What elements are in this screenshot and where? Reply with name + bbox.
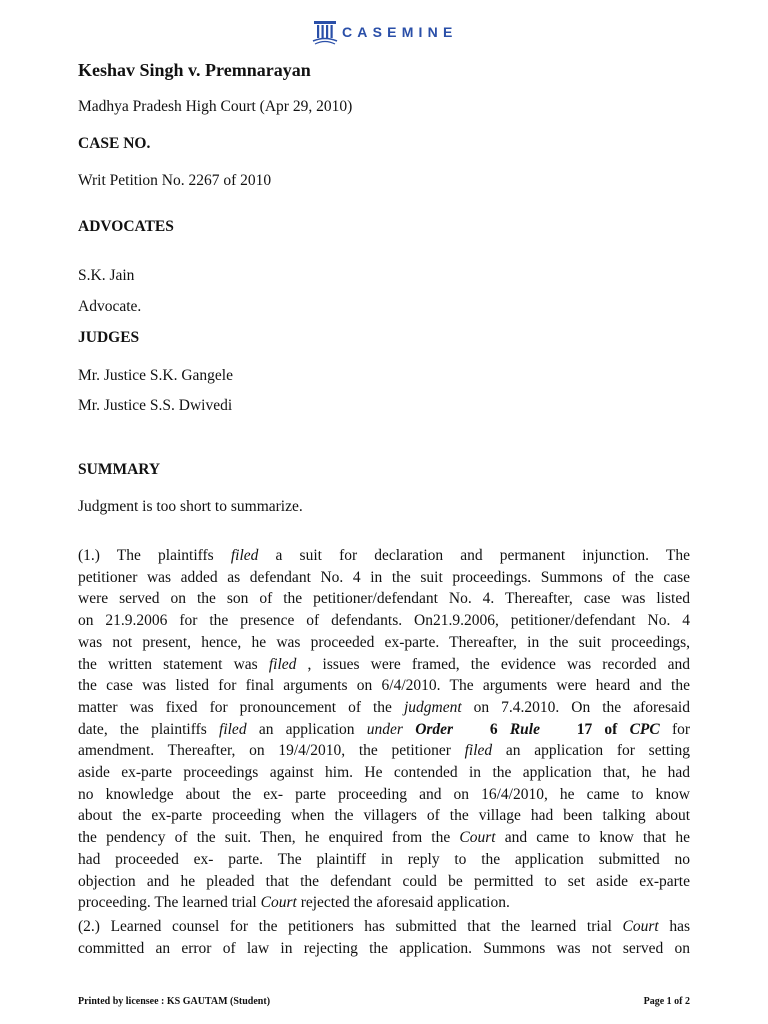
court-link[interactable]: Court: [260, 894, 297, 912]
filed-emphasis: filed: [219, 720, 247, 738]
judge-2: Mr. Justice S.S. Dwivedi: [78, 397, 233, 414]
p1-line-9: date, the plaintiffs filed an application under Order 6 Rule 17 of CPC for: [78, 720, 691, 738]
case-no-heading: CASE NO.: [78, 135, 151, 152]
p1-line-5: was not present, hence, he was proceeded ex-parte. Thereafter, in the suit proceedings,: [78, 633, 690, 651]
p1-line-12: no knowledge about the ex- parte proceeding and on 16/4/2010, he came to know: [78, 785, 690, 803]
p1-line-2: petitioner was added as defendant No. 4 in the suit proceedings. Summons of the case: [78, 568, 690, 586]
advocate-name: S.K. Jain: [78, 267, 135, 284]
p1-line-13: about the ex-parte proceeding when the villagers of the village had been talking about: [78, 807, 690, 825]
brand-name: CASEMINE: [342, 24, 458, 40]
p2-line-1: (2.) Learned counsel for the petitioners has submitted that the learned trial Court has: [78, 918, 691, 935]
p1-line-6: the written statement was filed , issues were framed, the evidence was recorded and: [78, 655, 691, 673]
casemine-logo: [312, 16, 458, 48]
judge-1: Mr. Justice S.K. Gangele: [78, 367, 233, 384]
p1-line-16: objection and he pleaded that the defendant could be permitted to set aside ex-parte: [78, 872, 690, 890]
p1-line-8: matter was fixed for pronouncement of the judgment on 7.4.2010. On the aforesaid: [78, 698, 690, 716]
paragraph-2: [78, 916, 690, 959]
footer-page-number: Page 1 of 2: [643, 996, 690, 1007]
p1-line-15: had proceeded ex- parte. The plaintiff in reply to the application submitted no: [78, 850, 690, 868]
p2-line-2: committed an error of law in rejecting the application. Summons was not served on: [78, 939, 690, 957]
advocates-heading: ADVOCATES: [78, 218, 174, 235]
p1-line-10: amendment. Thereafter, on 19/4/2010, the petitioner filed an application for setting: [78, 742, 690, 760]
p1-line-11: aside ex-parte proceedings against him. He contended in the application that, he had: [78, 764, 690, 782]
court-date: Madhya Pradesh High Court (Apr 29, 2010): [78, 98, 353, 115]
p1-line-7: the case was listed for final arguments on 6/4/2010. The arguments were heard and the: [78, 677, 690, 695]
court-link[interactable]: Court: [622, 918, 659, 935]
pillars-icon: [312, 19, 338, 45]
advocate-title: Advocate.: [78, 298, 142, 315]
footer-licensee: Printed by licensee : KS GAUTAM (Student): [78, 996, 271, 1007]
filed-emphasis: filed: [268, 655, 297, 673]
p1-line-1: (1.) The plaintiffs filed a suit for declaration and permanent injunction. The: [78, 547, 690, 564]
statute-link[interactable]: Order 6 Rule 17 of CPC: [415, 720, 660, 738]
p1-line-14: the pendency of the suit. Then, he enquired from the Court and came to know that he: [78, 829, 690, 847]
summary-heading: SUMMARY: [78, 461, 161, 478]
judgment-link[interactable]: judgment: [403, 698, 462, 716]
p1-line-17: proceeding. The learned trial Court rejected the aforesaid application.: [78, 894, 510, 912]
court-link[interactable]: Court: [459, 829, 496, 847]
paragraph-1: [78, 545, 690, 914]
p1-line-4: on 21.9.2006 for the presence of defendants. On21.9.2006, petitioner/defendant No. 4: [78, 612, 690, 630]
case-number: Writ Petition No. 2267 of 2010: [78, 172, 272, 189]
case-title: Keshav Singh v. Premnarayan: [78, 60, 311, 80]
filed-emphasis: filed: [464, 742, 493, 760]
judges-heading: JUDGES: [78, 329, 140, 346]
filed-emphasis: filed: [230, 547, 259, 564]
summary-text: Judgment is too short to summarize.: [78, 498, 303, 515]
p1-line-3: were served on the son of the petitioner/defendant No. 4. Thereafter, case was listed: [78, 590, 690, 608]
